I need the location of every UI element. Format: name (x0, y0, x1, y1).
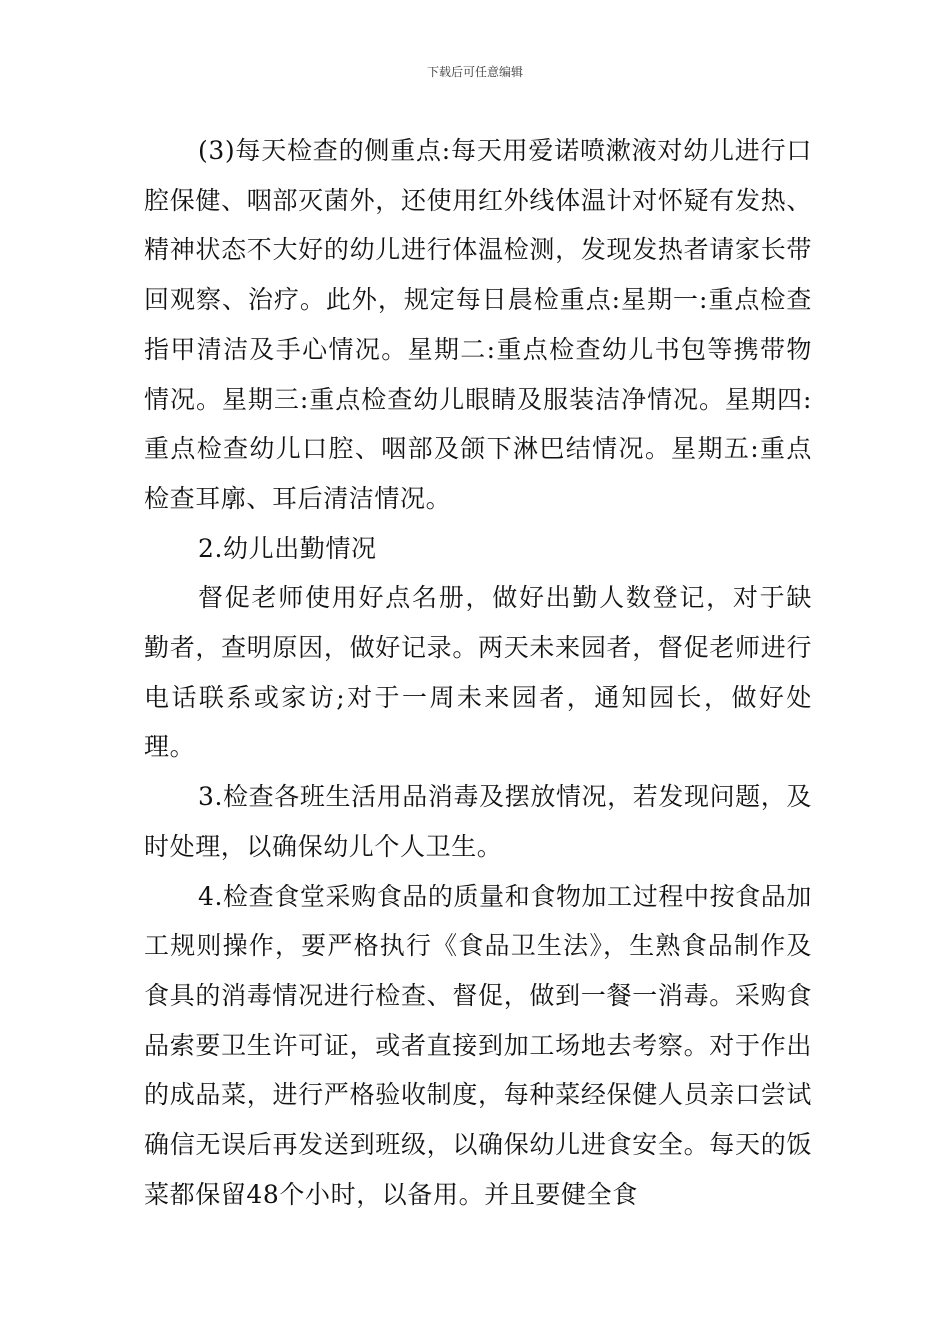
document-body (144, 126, 812, 1219)
paragraph-supplies-disinfection: 3.检查各班生活用品消毒及摆放情况，若发现问题，及时处理，以确保幼儿个人卫生。 (144, 782, 812, 861)
section-heading-attendance: 2.幼儿出勤情况 (198, 533, 377, 563)
paragraph-canteen-inspection: 4.检查食堂采购食品的质量和食物加工过程中按食品加工规则操作，要严格执行《食品卫生法》，生熟食品制作及食具的消毒情况进行检查、督促，做到一餐一消毒。采购食品索要卫生许可证，或者直接到加工场地去考察。对于作出的成品菜，进行严格验收制度，每种菜经保健人员亲口尝试确信无误后再发送到班级，以确保幼儿进食安全。每天的饭菜都保留48个小时，以备用。并且要健全食 (144, 881, 812, 1209)
paragraph-attendance: 督促老师使用好点名册，做好出勤人数登记，对于缺勤者，查明原因，做好记录。两天未来园者，督促老师进行电话联系或家访;对于一周未来园者，通知园长，做好处理。 (144, 583, 812, 762)
page-header: 下载后可任意编辑 (426, 65, 523, 79)
paragraph-morning-check-focus: (3)每天检查的侧重点:每天用爱诺喷漱液对幼儿进行口腔保健、咽部灭菌外，还使用红外线体温计对怀疑有发热、精神状态不大好的幼儿进行体温检测，发现发热者请家长带回观察、治疗。此外，规定每日晨检重点:星期一:重点检查指甲清洁及手心情况。星期二:重点检查幼儿书包等携带物情况。星期三:重点检查幼儿眼睛及服装洁净情况。星期四:重点检查幼儿口腔、咽部及颌下淋巴结情况。星期五:重点检查耳廓、耳后清洁情况。 (144, 136, 812, 513)
